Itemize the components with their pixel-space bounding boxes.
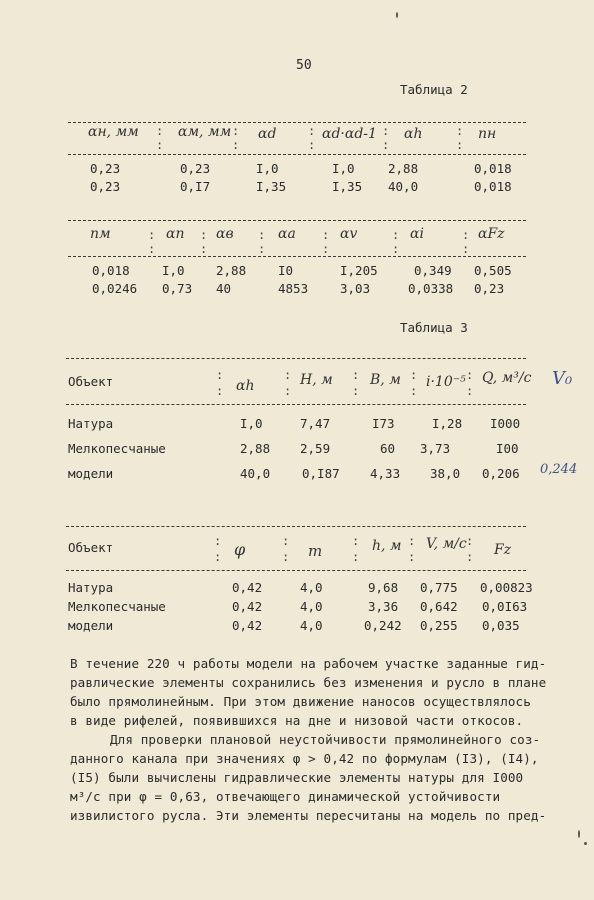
table-2-header-rule bbox=[68, 154, 526, 155]
t2b-cell: I,0 bbox=[162, 263, 185, 278]
paper-speck bbox=[396, 12, 398, 18]
paragraph-line: равлические элементы сохранились без изменения и русло в плане bbox=[70, 675, 547, 690]
table-2b-header-rule bbox=[68, 256, 526, 257]
table-2-top-rule bbox=[68, 122, 526, 123]
paragraph-line: В течение 220 ч работы модели на рабочем участке заданные гид- bbox=[70, 656, 547, 671]
t3b-cell: 0,775 bbox=[420, 580, 458, 595]
t2b-cell: I,205 bbox=[340, 263, 378, 278]
paper-speck bbox=[578, 830, 580, 838]
t3-cell: 4,33 bbox=[370, 466, 401, 481]
paragraph-line: в виде рифелей, появившихся на дне и низовой части откосов. bbox=[70, 713, 524, 728]
t3b-cell: 0,00823 bbox=[480, 580, 533, 595]
t3-cell: 2,59 bbox=[300, 441, 331, 456]
t3b-cell: 0,642 bbox=[420, 599, 458, 614]
t3b-cell: 0,42 bbox=[232, 618, 263, 633]
paragraph-line: м³/с при φ = 0,63, отвечающего динамической устойчивости bbox=[70, 789, 501, 804]
t3-cell: I,0 bbox=[240, 416, 263, 431]
t2b-cell: 0,73 bbox=[162, 281, 193, 296]
table-3-label: Таблица 3 bbox=[400, 320, 468, 335]
t2-cell: 0,I7 bbox=[180, 179, 211, 194]
t3b-cell: 0,42 bbox=[232, 580, 263, 595]
t2-cell: 0,23 bbox=[90, 179, 121, 194]
t2b-header-5: αv bbox=[340, 226, 358, 242]
t3-object-header: Объект bbox=[68, 374, 114, 389]
t2b-cell: 0,349 bbox=[414, 263, 452, 278]
t3b-cell: 0,035 bbox=[482, 618, 520, 633]
t2-cell: 0,23 bbox=[180, 161, 211, 176]
t3-cell: 40,0 bbox=[240, 466, 271, 481]
t2b-header-4: αa bbox=[278, 226, 296, 242]
t3-header-3: B, м bbox=[370, 372, 401, 388]
t3b-row-label: модели bbox=[68, 618, 114, 633]
paragraph-line: было прямолинейным. При этом движение наносов осуществлялось bbox=[70, 694, 531, 709]
t2-header-4: αd·αd-1 bbox=[322, 126, 377, 142]
t2b-header-2: αn bbox=[166, 226, 185, 242]
t2-header-2: αм, мм bbox=[178, 124, 232, 140]
paragraph-line: извилистого русла. Эти элементы пересчитаны на модель по пред- bbox=[70, 808, 547, 823]
t3b-cell: 9,68 bbox=[368, 580, 399, 595]
t3b-header-4: V, м/с bbox=[426, 536, 467, 552]
t2b-header-7: αFz bbox=[478, 226, 505, 242]
t3-cell: I73 bbox=[372, 416, 395, 431]
t3b-cell: 4,0 bbox=[300, 599, 323, 614]
t3b-row-label: Мелкопесчаные bbox=[68, 599, 166, 614]
t3-cell: I00 bbox=[496, 441, 519, 456]
table-3b-top-rule bbox=[66, 526, 526, 527]
page-number: 50 bbox=[296, 58, 312, 73]
t3b-cell: 0,255 bbox=[420, 618, 458, 633]
t3-header-4: i·10⁻⁵ bbox=[426, 374, 466, 390]
t2b-cell: 0,018 bbox=[92, 263, 130, 278]
t2b-header-1: nм bbox=[90, 226, 111, 242]
t3b-header-5: Fz bbox=[494, 542, 512, 558]
table-2b-top-rule bbox=[68, 220, 526, 221]
document-page: 50 Таблица 2 αн, мм αм, мм αd αd·αd-1 αh nн : : : : : : : : : : 0,23 0,23 I,0 I,0 2,88 0,018 0,23 0,I7 I,35 I,35 40,0 0,018 nм αn αв αa αv αi αFz : : : : : : : : : : : : 0,018 I,0 2,88 I0 I,205 0,349 0,505 0,0246 0,73 40 4853 3,03 0,0338 0,23 Таблица 3 Объект αh H, м B, м i·10⁻⁵ Q, м³/с : : : : : : : : : : V₀ Натура I,0 7,47 I73 I,28 I000 Мелкопесчаные 2,88 2,59 60 3,73 I00 модели 40,0 0,I87 4,33 38,0 0,206 0,244 Объект φ m h, м V, м/с Fz : : : : : : : : : : Натура 0,42 4,0 9,68 0,775 0,00823 Мелкопесчаные 0,42 4,0 3,36 0,642 0,0I63 модели 0,42 4,0 0,242 0,255 0,035 В течение 220 ч работы модели на рабочем участке заданные гид- равлические элементы сохранились без изменения и русло в плане было прямолинейным. При этом движение наносов осуществлялось в виде рифелей, появившихся на дне и низовой части откосов. Для проверки плановой неустойчивости прямолинейного соз- данного канала при значениях φ > 0,42 по формулам (I3), (I4), (I5) были вычислены гидравлические элементы натуры для I000 м³/с при φ = 0,63, отвечающего динамической устойчивости извилистого русла. Эти элементы пересчитаны на модель по пред- bbox=[0, 0, 594, 900]
t3-header-2: H, м bbox=[300, 372, 333, 388]
t3-cell: 7,47 bbox=[300, 416, 331, 431]
t3-header-1: αh bbox=[236, 378, 255, 394]
handwritten-note-v0: V₀ bbox=[552, 368, 573, 389]
t3b-cell: 0,42 bbox=[232, 599, 263, 614]
paragraph-line: (I5) были вычислены гидравлические элементы натуры для I000 bbox=[70, 770, 524, 785]
t2-header-3: αd bbox=[258, 126, 277, 142]
t2b-cell: 2,88 bbox=[216, 263, 247, 278]
t2-cell: 0,23 bbox=[90, 161, 121, 176]
handwritten-note-number: 0,244 bbox=[540, 462, 578, 477]
table-3-header-rule bbox=[66, 404, 526, 405]
t2b-cell: 3,03 bbox=[340, 281, 371, 296]
t3b-header-2: m bbox=[308, 542, 323, 560]
t2-cell: 0,018 bbox=[474, 179, 512, 194]
t2b-cell: 0,23 bbox=[474, 281, 505, 296]
t3b-cell: 0,0I63 bbox=[482, 599, 528, 614]
t2-cell: I,35 bbox=[332, 179, 363, 194]
t3-row-label: модели bbox=[68, 466, 114, 481]
table-3b-header-rule bbox=[66, 570, 526, 571]
t3-cell: 0,206 bbox=[482, 466, 520, 481]
t3b-cell: 4,0 bbox=[300, 618, 323, 633]
table-2-label: Таблица 2 bbox=[400, 82, 468, 97]
t2b-cell: 0,0246 bbox=[92, 281, 138, 296]
paragraph-line: данного канала при значениях φ > 0,42 по формулам (I3), (I4), bbox=[70, 751, 539, 766]
t2b-cell: 0,0338 bbox=[408, 281, 454, 296]
t2b-cell: 40 bbox=[216, 281, 232, 296]
t3b-header-3: h, м bbox=[372, 538, 402, 554]
t2-header-5: αh bbox=[404, 126, 423, 142]
t3b-object-header: Объект bbox=[68, 540, 114, 555]
t3b-cell: 3,36 bbox=[368, 599, 399, 614]
t2-cell: 40,0 bbox=[388, 179, 419, 194]
t3b-header-1: φ bbox=[234, 540, 246, 559]
t3-cell: 2,88 bbox=[240, 441, 271, 456]
t3-cell: 3,73 bbox=[420, 441, 451, 456]
t2-cell: I,35 bbox=[256, 179, 287, 194]
t2b-header-3: αв bbox=[216, 226, 234, 242]
t3-row-label: Натура bbox=[68, 416, 114, 431]
table-3-top-rule bbox=[66, 358, 526, 359]
t2b-cell: I0 bbox=[278, 263, 294, 278]
t3b-row-label: Натура bbox=[68, 580, 114, 595]
t2b-cell: 4853 bbox=[278, 281, 309, 296]
t2b-cell: 0,505 bbox=[474, 263, 512, 278]
t3-cell: I000 bbox=[490, 416, 521, 431]
t2-header-1: αн, мм bbox=[88, 124, 139, 140]
t3-cell: 38,0 bbox=[430, 466, 461, 481]
t2-cell: 2,88 bbox=[388, 161, 419, 176]
t3b-cell: 0,242 bbox=[364, 618, 402, 633]
t2-cell: 0,018 bbox=[474, 161, 512, 176]
paper-speck bbox=[584, 842, 587, 845]
paragraph-line: Для проверки плановой неустойчивости прямолинейного соз- bbox=[110, 732, 541, 747]
t3-cell: 0,I87 bbox=[302, 466, 340, 481]
t3-row-label: Мелкопесчаные bbox=[68, 441, 166, 456]
t3b-cell: 4,0 bbox=[300, 580, 323, 595]
t2-cell: I,0 bbox=[256, 161, 279, 176]
t3-cell: 60 bbox=[380, 441, 396, 456]
t2-cell: I,0 bbox=[332, 161, 355, 176]
t2-header-6: nн bbox=[478, 126, 497, 142]
t3-cell: I,28 bbox=[432, 416, 463, 431]
t2b-header-6: αi bbox=[410, 226, 424, 242]
t3-header-5: Q, м³/с bbox=[482, 370, 532, 386]
